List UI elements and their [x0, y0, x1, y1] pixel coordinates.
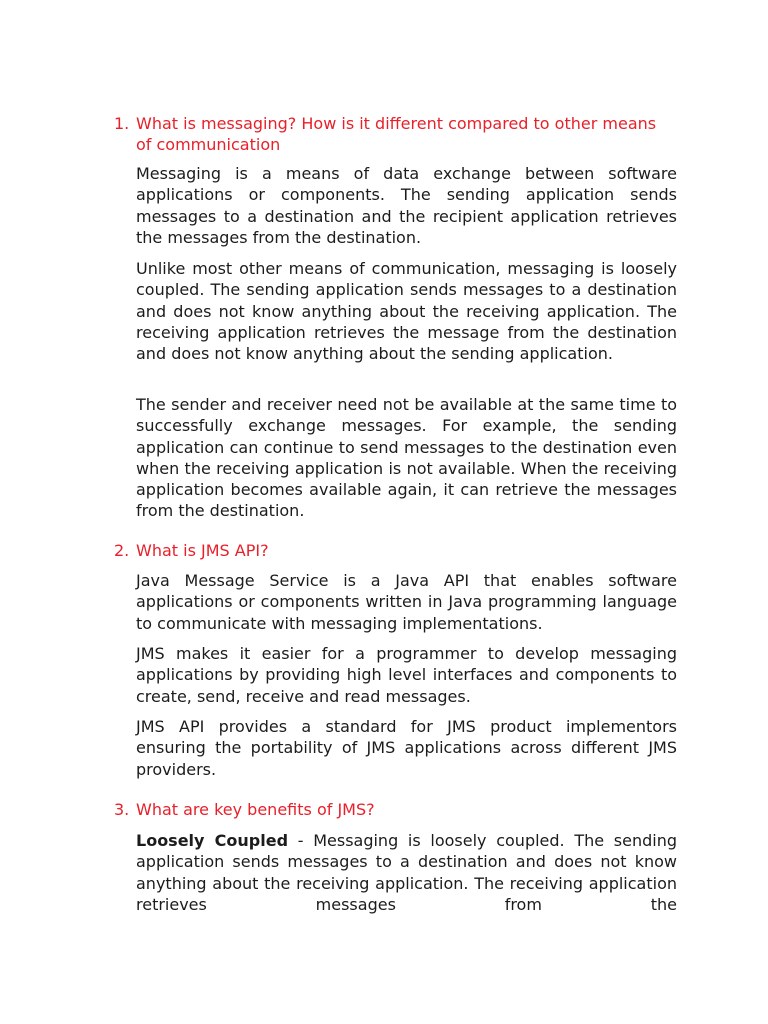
question-2	[114, 540, 694, 561]
question-2-text: What is JMS API?	[136, 541, 269, 560]
q1-paragraph-2: Unlike most other means of communication, messaging is loosely coupled. The sending application sends messages to a destination and does not know anything about the receiving application. The receiving application retrieves the message from the destination and does not know anything about the sending application.	[136, 259, 677, 364]
q2-paragraph-2: JMS makes it easier for a programmer to develop messaging applications by providing high level interfaces and components to create, send, receive and read messages.	[136, 644, 677, 706]
q1-paragraph-3: The sender and receiver need not be available at the same time to successfully exchange messages. For example, the sending application can continue to send messages to the destination even when the receiving application is not available. When the receiving application becomes available again, it can retrieve the messages from the destination.	[136, 395, 677, 521]
q1-paragraph-1: Messaging is a means of data exchange between software applications or components. The sending application sends messages to a destination and the recipient application retrieves the messages from the destination.	[136, 164, 677, 247]
question-3-number: 3.	[114, 800, 130, 819]
benefit-text: Messaging is loosely coupled. The sending application sends messages to a destination and does not know anything about the receiving application. The receiving application retrieves messages from the	[136, 831, 678, 914]
question-1-number: 1.	[114, 114, 130, 133]
benefit-separator: -	[288, 831, 314, 850]
q3-benefit-loosely-coupled	[136, 830, 677, 915]
question-3	[114, 799, 694, 820]
question-1	[114, 113, 694, 155]
question-2-number: 2.	[114, 541, 130, 560]
benefit-term: Loosely Coupled	[136, 831, 289, 850]
question-3-text: What are key benefits of JMS?	[136, 800, 375, 819]
q2-paragraph-1: Java Message Service is a Java API that enables software applications or components written in Java programming language to communicate with messaging implementations.	[136, 571, 677, 633]
question-1-text: What is messaging? How is it different compared to other means of communication	[136, 114, 657, 154]
q2-paragraph-3: JMS API provides a standard for JMS product implementors ensuring the portability of JMS applications across different JMS providers.	[136, 717, 677, 779]
